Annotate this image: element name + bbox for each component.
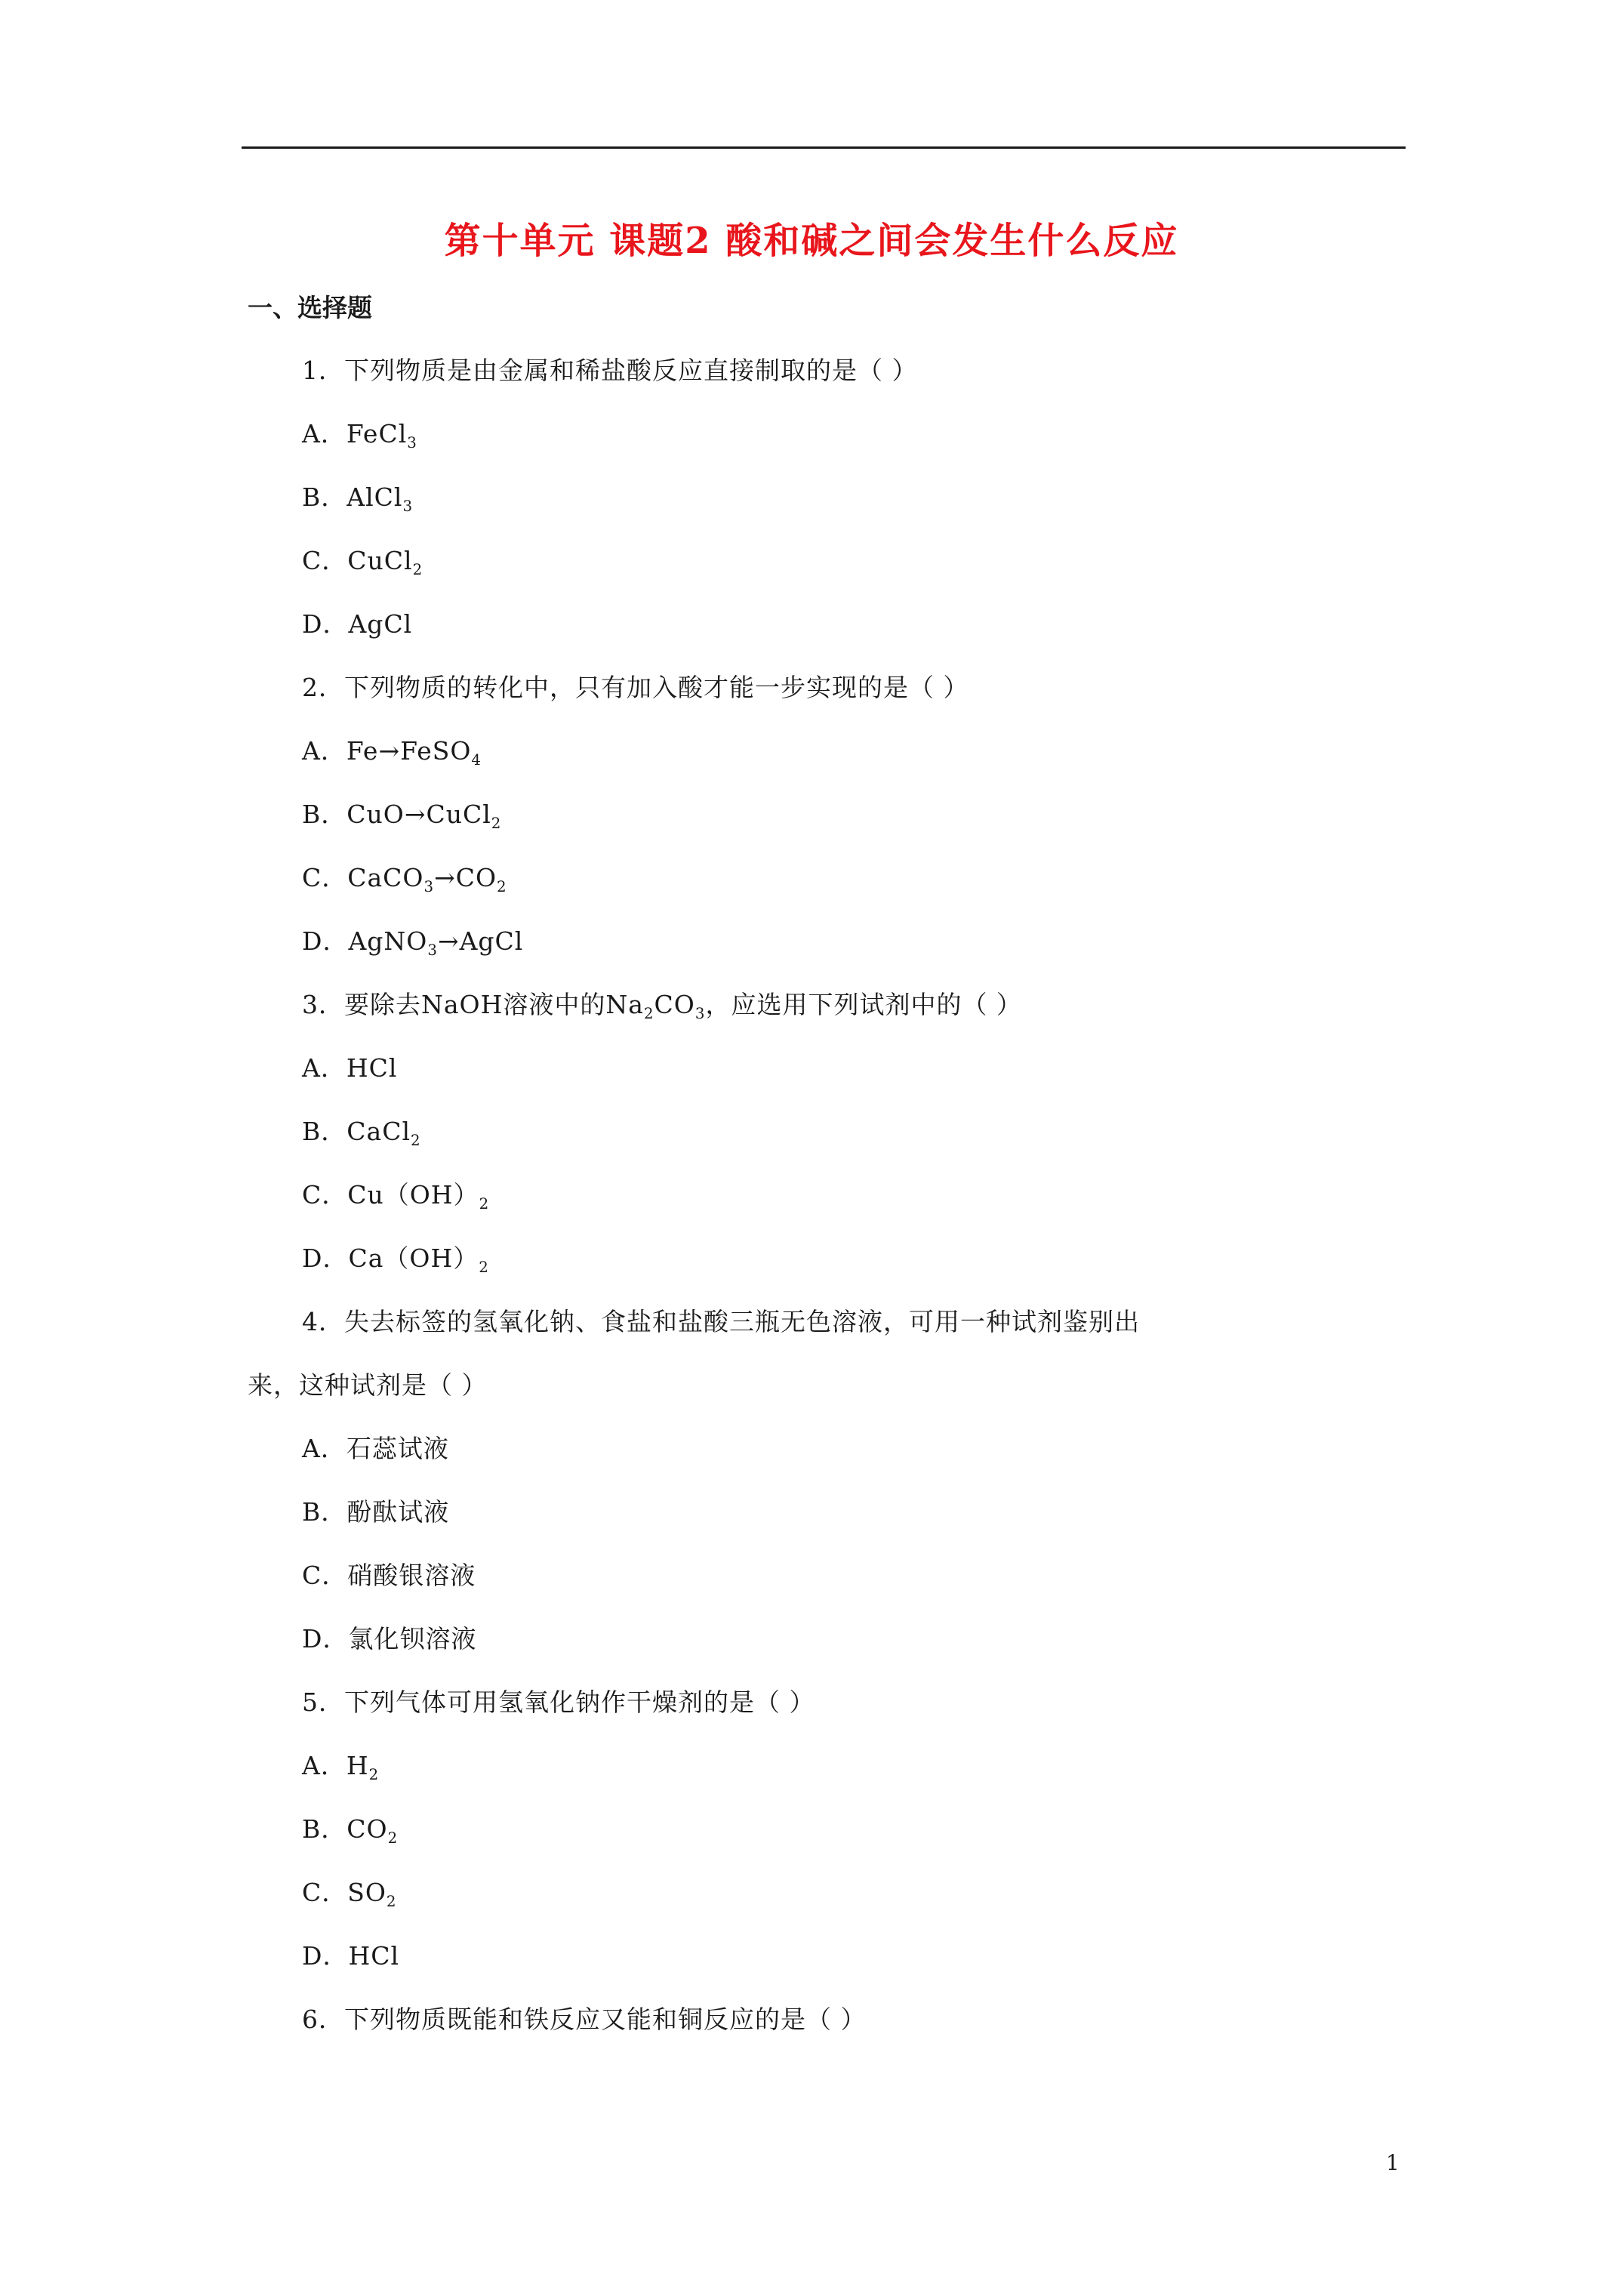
question-4-stem-continued: 来，这种试剂是（ ） — [248, 1370, 488, 1400]
question-3-option-a: A．HCl — [302, 1053, 398, 1083]
question-4-stem: 4．失去标签的氢氧化钠、食盐和盐酸三瓶无色溶液，可用一种试剂鉴别出 — [302, 1307, 1140, 1336]
question-3-option-c: C．$Cu(OH)_2$ — [302, 1180, 490, 1213]
question-5-option-b: B．$CO_2$ — [302, 1814, 399, 1847]
question-3-option-b: B．CaCl$_2$ — [302, 1117, 421, 1149]
question-2-option-a: A．Fe→FeSO$_4$ — [302, 736, 482, 769]
question-5-option-a: A．$H_2$ — [302, 1751, 380, 1783]
document-title: 第十单元 课题2 酸和碱之间会发生什么反应 — [444, 220, 1179, 262]
question-3-stem: 3．要除去NaOH溶液中的$Na_2CO_3$，应选用下列试剂中的（ ） — [302, 990, 1022, 1022]
question-4-option-a: A．石蕊试液 — [302, 1434, 449, 1463]
question-5-option-d: D．HCl — [302, 1941, 400, 1971]
question-1-option-c: C．CuCl$_2$ — [302, 546, 423, 578]
page-number: 1 — [1386, 2150, 1400, 2175]
question-6-stem: 6．下列物质既能和铁反应又能和铜反应的是（ ） — [302, 2005, 867, 2034]
header-rule — [242, 146, 1406, 149]
question-2-option-d: D．AgNO$_3$→AgCl — [302, 926, 524, 959]
question-2-stem: 2．下列物质的转化中，只有加入酸才能一步实现的是（ ） — [302, 673, 969, 702]
question-3-option-d: D．$Ca(OH)_2$ — [302, 1244, 489, 1276]
question-2-option-b: B．CuO→CuCl$_2$ — [302, 800, 502, 832]
question-1-option-d: D．AgCl — [302, 609, 413, 639]
question-5-option-c: C．$SO_2$ — [302, 1878, 397, 1910]
question-2-option-c: C．$CaCO_3\to CO_2$ — [302, 863, 507, 895]
question-4-option-b: B．酚酞试液 — [302, 1497, 450, 1527]
question-1-option-a: A．FeCl$_3$ — [302, 419, 417, 451]
question-4-option-d: D．氯化钡溶液 — [302, 1624, 477, 1653]
question-5-stem: 5．下列气体可用氢氧化钠作干燥剂的是（ ） — [302, 1687, 815, 1717]
question-4-option-c: C．硝酸银溶液 — [302, 1561, 476, 1590]
section-heading: 一、选择题 — [248, 293, 372, 322]
question-1-option-b: B．AlCl$_3$ — [302, 482, 414, 515]
question-1-stem: 1．下列物质是由金属和稀盐酸反应直接制取的是（ ） — [302, 356, 918, 385]
